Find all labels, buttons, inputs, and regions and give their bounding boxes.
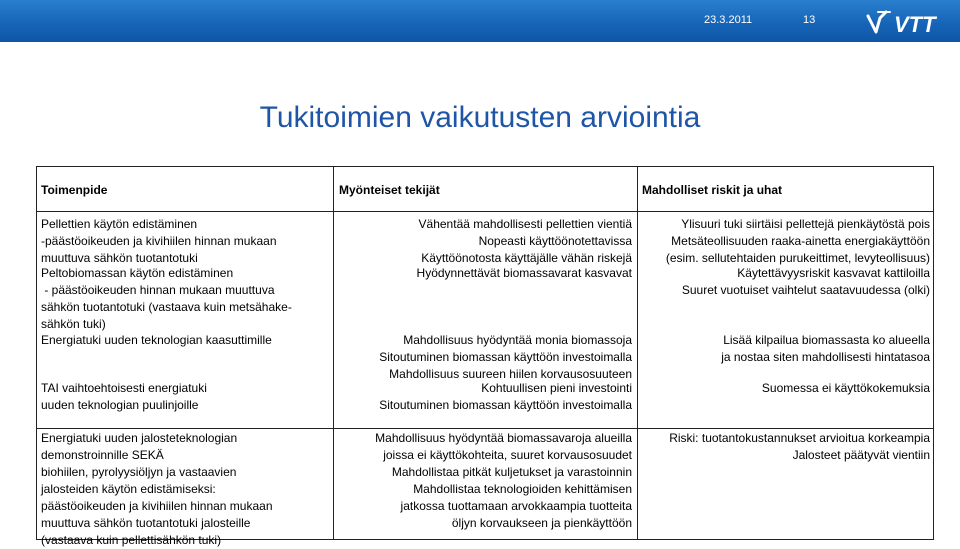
table-cell-positives: Kohtuullisen pieni investointi Sitoutuminen biomassan käyttöön investoimalla xyxy=(379,381,632,412)
table-cell-measure: TAI vaihtoehtoisesti energiatuki uuden teknologian puulinjoille xyxy=(41,381,207,412)
column-header-measure: Toimenpide xyxy=(41,183,108,197)
header-bar xyxy=(0,0,960,42)
table-cell-positives: Vähentää mahdollisesti pellettien vientiä Nopeasti käyttöönotettavissa Käyttöönotosta käyttäjälle vähän riskejä xyxy=(418,217,632,265)
table-cell-risks: Riski: tuotantokustannukset arvioitua korkeampia Jalosteet päätyvät vientiin xyxy=(669,431,930,462)
table-cell-measure: Energiatuki uuden jalosteteknologian demonstroinnille SEKÄ biohiilen, pyrolyysiöljyn ja vastaavien jalosteiden käytön edistämiseksi: päästöoikeuden ja kivihiilen hinnan mukaan muuttuva sähkön tuotantotuki jalosteille (vastaava kuin pellettisähkön tuki) xyxy=(41,431,273,547)
table-cell-risks: Lisää kilpailua biomassasta ko alueella ja nostaa siten mahdollisesti hintatasoa xyxy=(721,333,930,364)
table-cell-positives: Hyödynnettävät biomassavarat kasvavat xyxy=(416,266,632,280)
vtt-logo-icon xyxy=(864,6,954,38)
table-cell-measure: Peltobiomassan käytön edistäminen - päästöoikeuden hinnan mukaan muuttuva sähkön tuotantotuki (vastaava kuin metsähake- sähkön tuki) xyxy=(41,266,292,331)
column-divider xyxy=(637,166,638,540)
table-cell-risks: Käytettävyysriskit kasvavat kattiloilla Suuret vuotuiset vaihtelut saatavuudessa (olki) xyxy=(681,266,930,297)
column-header-risks: Mahdolliset riskit ja uhat xyxy=(642,183,783,197)
page-number: 13 xyxy=(803,14,816,26)
table-cell-risks: Suomessa ei käyttökokemuksia xyxy=(761,381,930,395)
table-cell-risks: Ylisuuri tuki siirtäisi pellettejä pienkäytöstä pois Metsäteollisuuden raaka-ainetta energiakäyttöön (esim. sellutehtaiden purukeittimet, levyteollisuus) xyxy=(665,217,930,265)
slide-date: 23.3.2011 xyxy=(704,14,753,26)
table-header-row xyxy=(36,166,934,212)
column-header-positives: Myönteiset tekijät xyxy=(339,183,440,197)
table-cell-positives: Mahdollisuus hyödyntää biomassavaroja alueilla joissa ei käyttökohteita, suuret korvausosuudet Mahdollistaa pitkät kuljetukset ja varastoinnin Mahdollistaa teknologioiden kehittämisen jatkossa tuottamaan arvokkaampia tuotteita öljyn korvaukseen ja pienkäyttöön xyxy=(375,431,632,530)
slide-title: Tukitoimien vaikutusten arviointia xyxy=(259,101,701,134)
column-divider xyxy=(333,166,334,540)
table-cell-positives: Mahdollisuus hyödyntää monia biomassoja Sitoutuminen biomassan käyttöön investoimalla Mahdollisuus suureen hiilen korvausosuuteen xyxy=(379,333,632,381)
svg-text:VTT: VTT xyxy=(894,12,936,37)
table-cell-measure: Energiatuki uuden teknologian kaasuttimille xyxy=(41,333,272,347)
row-divider xyxy=(36,428,934,429)
table-cell-measure: Pellettien käytön edistäminen -päästöoikeuden ja kivihiilen hinnan mukaan muuttuva sähkön tuotantotuki xyxy=(41,217,277,265)
